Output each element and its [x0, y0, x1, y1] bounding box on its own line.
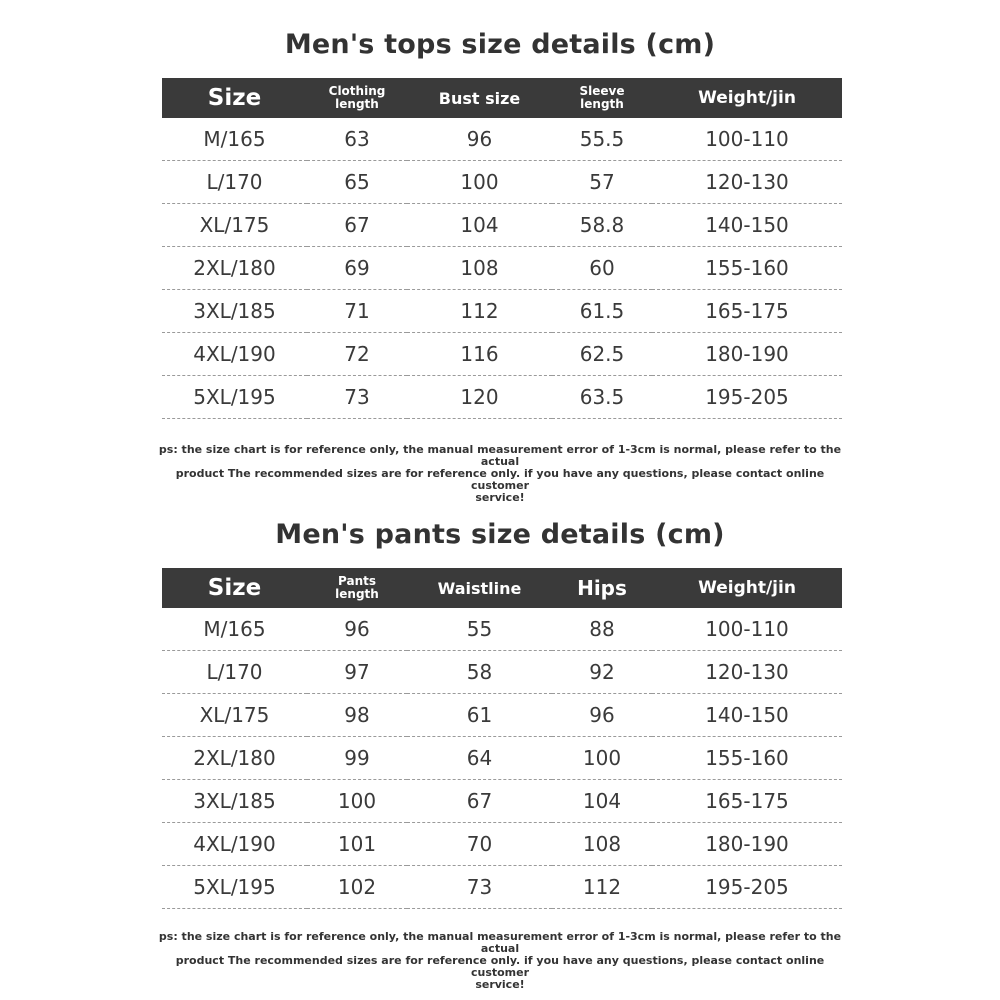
waistline-cell: 58	[407, 651, 552, 694]
tops-title: Men's tops size details (cm)	[284, 29, 716, 60]
tops-header-bust-size: Bust size	[438, 88, 521, 108]
waistline-cell: 67	[407, 780, 552, 823]
size-cell: M/165	[162, 608, 307, 651]
bust-size-cell: 104	[407, 204, 552, 247]
waistline-cell: 61	[407, 694, 552, 737]
pants-size-table	[162, 568, 842, 909]
weight-cell: 180-190	[652, 333, 842, 376]
size-cell: L/170	[162, 161, 307, 204]
table-row	[162, 608, 842, 651]
clothing-length-cell: 69	[307, 247, 407, 290]
tops-header-sleeve-length-line1: Sleeve	[579, 84, 625, 98]
tops-header-weight: Weight/jin	[698, 88, 796, 108]
weight-cell: 165-175	[652, 290, 842, 333]
table-row	[162, 118, 842, 161]
hips-cell: 100	[552, 737, 652, 780]
table-row	[162, 376, 842, 419]
tops-note-line1: ps: the size chart is for reference only, the manual measurement error of 1-3cm is normal, please refer to the actual	[158, 443, 842, 468]
weight-cell: 195-205	[652, 376, 842, 419]
size-cell: 3XL/185	[162, 780, 307, 823]
hips-cell: 96	[552, 694, 652, 737]
pants-length-cell: 99	[307, 737, 407, 780]
weight-cell: 100-110	[652, 118, 842, 161]
table-row	[162, 694, 842, 737]
clothing-length-cell: 65	[307, 161, 407, 204]
size-cell: XL/175	[162, 694, 307, 737]
size-cell: L/170	[162, 651, 307, 694]
weight-cell: 155-160	[652, 247, 842, 290]
clothing-length-cell: 72	[307, 333, 407, 376]
pants-note-line3: service!	[475, 978, 525, 991]
hips-cell: 92	[552, 651, 652, 694]
weight-cell: 100-110	[652, 608, 842, 651]
tops-note-line3: service!	[475, 491, 525, 504]
clothing-length-cell: 67	[307, 204, 407, 247]
bust-size-cell: 116	[407, 333, 552, 376]
pants-header-waistline: Waistline	[437, 578, 522, 598]
pants-header-pants-length	[307, 568, 407, 608]
pants-header-pants-length-line1: Pants	[338, 574, 376, 588]
waistline-cell: 70	[407, 823, 552, 866]
sleeve-length-cell: 58.8	[552, 204, 652, 247]
bust-size-cell: 108	[407, 247, 552, 290]
weight-cell: 155-160	[652, 737, 842, 780]
size-cell: XL/175	[162, 204, 307, 247]
pants-note	[150, 931, 850, 991]
tops-note-line2: product The recommended sizes are for reference only. if you have any questions, please contact online customer	[175, 467, 825, 492]
waistline-cell: 64	[407, 737, 552, 780]
table-row	[162, 204, 842, 247]
table-row	[162, 247, 842, 290]
tops-header-sleeve-length	[552, 78, 652, 118]
pants-header-row	[162, 568, 842, 608]
weight-cell: 165-175	[652, 780, 842, 823]
size-cell: 4XL/190	[162, 823, 307, 866]
size-cell: 3XL/185	[162, 290, 307, 333]
hips-cell: 88	[552, 608, 652, 651]
sleeve-length-cell: 60	[552, 247, 652, 290]
pants-note-line1: ps: the size chart is for reference only, the manual measurement error of 1-3cm is normal, please refer to the actual	[158, 930, 842, 955]
pants-title: Men's pants size details (cm)	[275, 519, 725, 550]
size-cell: 2XL/180	[162, 247, 307, 290]
pants-length-cell: 96	[307, 608, 407, 651]
sleeve-length-cell: 57	[552, 161, 652, 204]
size-cell: M/165	[162, 118, 307, 161]
weight-cell: 140-150	[652, 204, 842, 247]
size-cell: 5XL/195	[162, 376, 307, 419]
size-cell: 2XL/180	[162, 737, 307, 780]
clothing-length-cell: 63	[307, 118, 407, 161]
waistline-cell: 73	[407, 866, 552, 909]
weight-cell: 140-150	[652, 694, 842, 737]
clothing-length-cell: 73	[307, 376, 407, 419]
bust-size-cell: 120	[407, 376, 552, 419]
pants-header-pants-length-line2: length	[335, 587, 379, 601]
pants-header-weight: Weight/jin	[698, 578, 796, 598]
tops-header-clothing-length-line1: Clothing	[328, 84, 386, 98]
hips-cell: 108	[552, 823, 652, 866]
pants-length-cell: 100	[307, 780, 407, 823]
bust-size-cell: 96	[407, 118, 552, 161]
pants-length-cell: 101	[307, 823, 407, 866]
clothing-length-cell: 71	[307, 290, 407, 333]
table-row	[162, 737, 842, 780]
hips-cell: 104	[552, 780, 652, 823]
table-row	[162, 651, 842, 694]
size-cell: 4XL/190	[162, 333, 307, 376]
table-row	[162, 333, 842, 376]
tops-header-clothing-length	[307, 78, 407, 118]
size-cell: 5XL/195	[162, 866, 307, 909]
sleeve-length-cell: 63.5	[552, 376, 652, 419]
table-row	[162, 780, 842, 823]
table-row	[162, 823, 842, 866]
hips-cell: 112	[552, 866, 652, 909]
table-row	[162, 866, 842, 909]
waistline-cell: 55	[407, 608, 552, 651]
bust-size-cell: 100	[407, 161, 552, 204]
tops-header-clothing-length-line2: length	[335, 97, 379, 111]
table-row	[162, 161, 842, 204]
pants-header-hips: Hips	[577, 576, 627, 600]
tops-note	[150, 444, 850, 504]
weight-cell: 180-190	[652, 823, 842, 866]
tops-size-table	[162, 78, 842, 419]
sleeve-length-cell: 62.5	[552, 333, 652, 376]
tops-header-sleeve-length-line2: length	[580, 97, 624, 111]
pants-header-size: Size	[207, 575, 262, 601]
pants-length-cell: 102	[307, 866, 407, 909]
pants-length-cell: 97	[307, 651, 407, 694]
table-row	[162, 290, 842, 333]
weight-cell: 120-130	[652, 161, 842, 204]
tops-header-size: Size	[207, 85, 262, 111]
pants-length-cell: 98	[307, 694, 407, 737]
sleeve-length-cell: 61.5	[552, 290, 652, 333]
bust-size-cell: 112	[407, 290, 552, 333]
weight-cell: 195-205	[652, 866, 842, 909]
sleeve-length-cell: 55.5	[552, 118, 652, 161]
pants-note-line2: product The recommended sizes are for reference only. if you have any questions, please contact online customer	[175, 954, 825, 979]
tops-header-row	[162, 78, 842, 118]
weight-cell: 120-130	[652, 651, 842, 694]
